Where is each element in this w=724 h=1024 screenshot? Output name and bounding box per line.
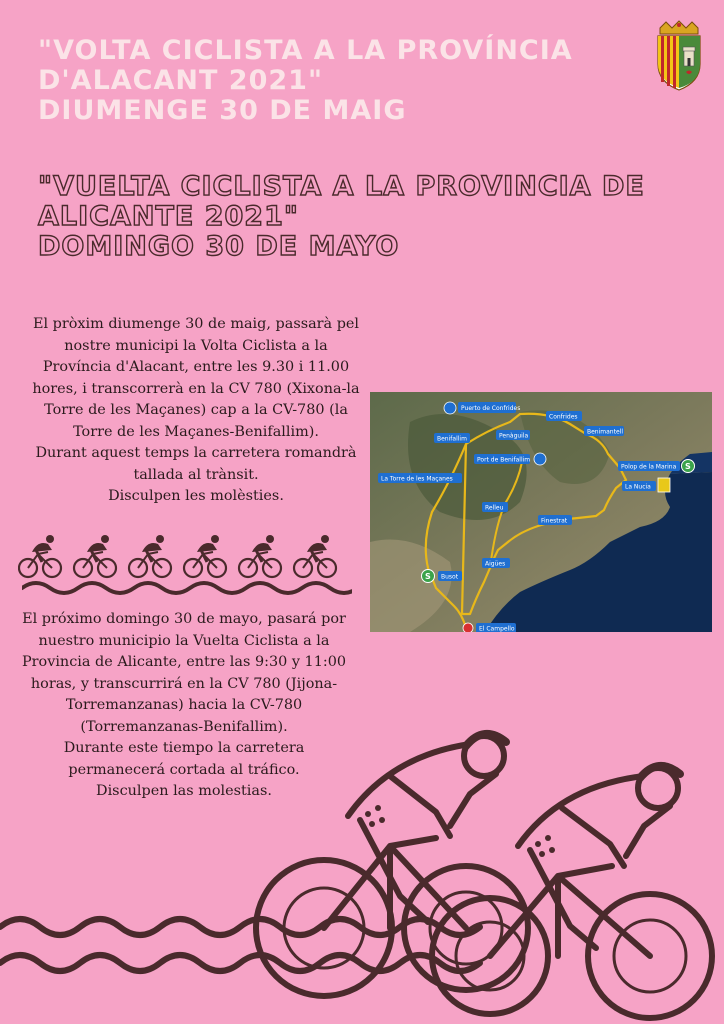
route-map <box>370 392 712 632</box>
paragraph-line: Disculpen les molèsties. <box>108 488 284 504</box>
svg-text:Confrides: Confrides <box>549 413 578 421</box>
map-label-benimantell <box>584 426 624 436</box>
svg-text:S: S <box>425 572 431 581</box>
map-label-relleu <box>482 502 508 512</box>
map-label-finestrat <box>538 515 572 525</box>
map-label-torre <box>378 473 462 483</box>
svg-text:Puerto de Confrides: Puerto de Confrides <box>461 405 521 412</box>
paragraph-line: Provincia de Alicante, entre las 9:30 y 11:00 <box>21 654 347 670</box>
title-valencian-line1: "VOLTA CICLISTA A LA PROVÍNCIA <box>38 35 573 66</box>
svg-text:La Torre de les Maçanes: La Torre de les Maçanes <box>381 475 453 483</box>
title-spanish-line1: "VUELTA CICLISTA A LA PROVINCIA DE <box>38 171 645 202</box>
svg-text:Benimantell: Benimantell <box>587 428 623 436</box>
map-label-polop <box>618 460 695 473</box>
svg-text:El Campello: El Campello <box>479 625 515 632</box>
paragraph-line: (Torremanzanas-Benifallim). <box>80 718 288 735</box>
map-label-aigues <box>482 558 510 568</box>
paragraph-line: Durante este tiempo la carretera <box>63 740 305 756</box>
map-label-port-benifallim <box>474 453 546 465</box>
map-label-benifallim <box>434 433 470 443</box>
paragraph-line: tallada al trànsit. <box>133 466 259 483</box>
paragraph-line: permanecerá cortada al tráfico. <box>68 761 300 778</box>
title-valencian-line2: D'ALACANT 2021" <box>38 65 324 96</box>
svg-text:Aigües: Aigües <box>485 560 506 568</box>
title-spanish <box>38 171 645 262</box>
rider-jersey-decoration <box>365 805 385 827</box>
map-label-confrides <box>546 411 582 421</box>
cyclist-icon <box>74 535 116 577</box>
paragraph-line: Província d'Alacant, entre les 9.30 i 11.00 <box>42 359 350 375</box>
svg-text:Port de Benifallim: Port de Benifallim <box>477 456 531 464</box>
paragraph-line: Durant aquest temps la carretera romandrà <box>35 445 357 461</box>
paragraph-line: Disculpen las molestias. <box>96 783 272 799</box>
cyclist-icon <box>239 535 281 577</box>
finish-flag-icon <box>463 623 473 632</box>
paragraph-valencian <box>20 314 372 508</box>
svg-text:Relleu: Relleu <box>485 504 504 512</box>
map-label-busot <box>422 570 463 583</box>
cyclist-icon <box>129 535 171 577</box>
svg-text:La Nucia: La Nucia <box>625 483 651 491</box>
svg-text:Polop de la Marina: Polop de la Marina <box>621 463 677 471</box>
paragraph-line: Torre de les Maçanes) cap a la CV-780 (la <box>44 402 348 418</box>
svg-text:S: S <box>685 462 691 471</box>
paragraph-line: horas, y transcurrirá en la CV 780 (Jijona- <box>30 675 338 692</box>
title-valencian <box>38 36 598 126</box>
map-label-penaguila <box>496 430 530 440</box>
svg-text:Finestrat: Finestrat <box>541 517 568 525</box>
paragraph-line: hores, i transcorrerà en la CV 780 (Xixona-la <box>32 380 360 397</box>
title-valencian-line3: DIUMENGE 30 DE MAIG <box>38 95 407 126</box>
cyclist-icon <box>294 535 336 577</box>
cyclists-row-decoration <box>18 526 348 582</box>
map-label-el-campello <box>463 623 516 632</box>
paragraph-line: nuestro municipio la Vuelta Ciclista a la <box>38 632 330 649</box>
paragraph-line: Torremanzanas) hacia la CV-780 <box>65 697 303 713</box>
svg-text:Busot: Busot <box>441 573 459 581</box>
title-spanish-line2: ALICANTE 2021" <box>38 201 299 232</box>
paragraph-line: El pròxim diumenge 30 de maig, passarà pel <box>32 316 360 332</box>
cyclist-icon <box>184 535 226 577</box>
paragraph-line: Torre de les Maçanes-Benifallim). <box>73 423 319 440</box>
title-spanish-line3: DOMINGO 30 DE MAYO <box>38 231 400 262</box>
paragraph-line: El próximo domingo 30 de mayo, pasará por <box>22 611 346 627</box>
svg-text:Benifallim: Benifallim <box>437 435 467 443</box>
paragraph-line: nostre municipi la Volta Ciclista a la <box>64 337 328 354</box>
rider-jersey-decoration <box>535 835 555 857</box>
wave-decoration <box>22 578 352 598</box>
coat-of-arms-icon <box>652 20 706 92</box>
cyclist-icon <box>19 535 61 577</box>
svg-text:Penàguila: Penàguila <box>499 432 529 440</box>
climb-icon <box>658 478 670 492</box>
large-cyclists-illustration <box>240 716 724 1024</box>
